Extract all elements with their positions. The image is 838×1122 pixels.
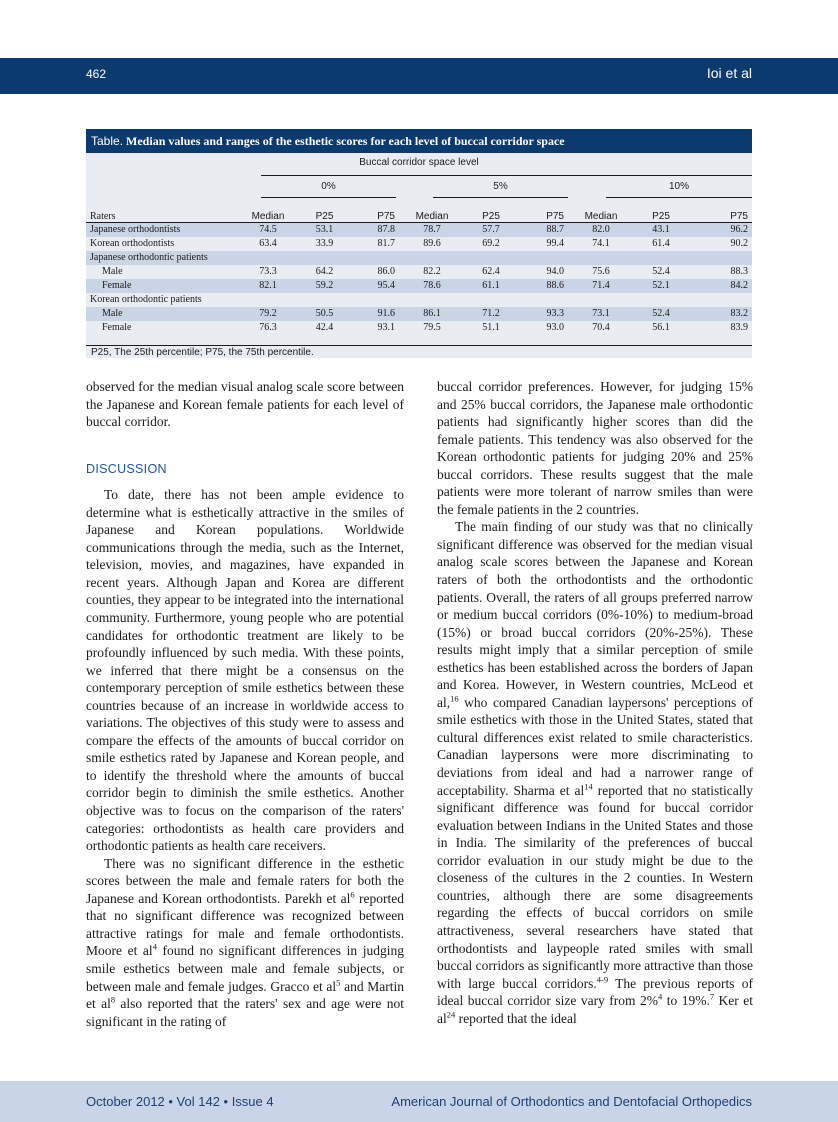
cell: 57.7: [463, 223, 519, 238]
column-header-row: [86, 205, 752, 223]
page-footer: [0, 1081, 838, 1122]
cell: 93.1: [377, 322, 395, 333]
text-run: found no significant differences in judging smile esthetics between male and female subjects, or between male and female judges. Gracco et al: [86, 943, 404, 994]
table-row: [86, 279, 752, 293]
cell: 88.7: [519, 223, 570, 238]
cell: 73.1: [570, 307, 632, 321]
page-number: 462: [86, 67, 107, 81]
cell: 93.0: [546, 322, 564, 333]
cell: 59.2: [298, 279, 351, 293]
reference-7: 7: [709, 991, 715, 1002]
cell: 78.7: [401, 223, 463, 238]
row-label: Female: [86, 279, 238, 293]
col-p75-5: P75: [519, 205, 570, 223]
group-rule: [261, 175, 752, 176]
group-label: Korean orthodontic patients: [90, 294, 202, 305]
col-p25-10: P25: [632, 205, 690, 223]
cell: 82.2: [423, 266, 441, 277]
cell: 43.1: [632, 223, 690, 238]
section-heading-discussion: DISCUSSION: [86, 461, 167, 476]
table-row: [86, 223, 752, 238]
left-column: [86, 378, 404, 1030]
row-label: Korean orthodontists: [90, 238, 175, 249]
reference-16: 16: [450, 693, 459, 704]
reference-14: 14: [584, 781, 593, 792]
text-run: reported that no statistically significant difference was found for buccal corridor evaluation between Indians in the United States and those in India. The similarity of the preferences of buccal corridor evaluation in our study might be due to the closeness of the cultures in the 2 counties. In Western countries, although there are some disagreements regarding the effects of buccal corridors on smile attractiveness, several researchers have stated that orthodontists and laypeople rated smiles with small buccal corridors as significantly more attractive than those with large buccal corridors.: [437, 782, 754, 991]
text-run: reported that no significant difference was recognized between attractive ratings for male and female orthodontists. Moore et al: [86, 890, 404, 959]
row-label: Female: [102, 322, 132, 333]
paragraph-discussion-1: To date, there has not been ample evidence to determine what is esthetically attractive in the smiles of Japanese and Korean populations. Worldwide communications through the media, such as the Internet, television, movies, and magazines, have expanded in recent years. Although Japan and Korea are different counties, they appear to be integrated into the international community. Furthermore, young people who are potential candidates for orthodontic treatment are likely to be profoundly influenced by such media. With these points, we inferred that there might be a consensus on the contemporary perception of smile esthetics between these countries because of an increase in worldwide access to variations. The objectives of this study were to assess and compare the effects of the amounts of buccal corridor on smile esthetics rated by Japanese and Korean people, and to identify the threshold where the amounts of buccal corridor begin to diminish the smile esthetics. Another objective was to focus on the comparison of the raters' categories: orthodontists as health care providers and orthodontic patients as health care receivers.: [86, 487, 404, 854]
cell: 86.0: [377, 266, 395, 277]
cell: 89.6: [423, 238, 441, 249]
reference-6: 6: [350, 889, 355, 900]
cell: 94.0: [546, 266, 564, 277]
cell: 79.5: [423, 322, 441, 333]
cell: 78.6: [401, 279, 463, 293]
cell: 52.1: [632, 279, 690, 293]
running-header: [0, 58, 838, 94]
text-run: The main finding of our study was that no clinically significant difference was observed for the median visual analog scale scores between the Japanese and Korean raters of both the orthodontists and the orthodontic patients. Overall, the raters of all groups preferred narrow or medium buccal corridors (0%-10%) to medium-broad (15%) or broad buccal corridors (20%-25%). These results might imply that a similar perception of smile esthetics has been established across the borders of Japan and Korea. However, in Western countries, McLeod et al,: [437, 519, 753, 710]
row-label: Male: [86, 307, 238, 321]
cell: 63.4: [259, 238, 277, 249]
reference-24: 24: [446, 1009, 456, 1020]
col-median-0: Median: [238, 205, 298, 223]
paragraph-discussion-2: [86, 855, 404, 1030]
cell: 83.2: [690, 307, 752, 321]
table-row: [86, 307, 752, 321]
level-0: 0%: [321, 181, 336, 192]
cell: 88.3: [730, 266, 748, 277]
group-label: Japanese orthodontic patients: [86, 251, 752, 265]
cell: 71.4: [570, 279, 632, 293]
table-caption: [86, 129, 752, 153]
cell: 53.1: [298, 223, 351, 238]
cell: 52.4: [652, 266, 670, 277]
journal-name: American Journal of Orthodontics and Dentofacial Orthopedics: [391, 1094, 752, 1109]
cell: 81.7: [377, 238, 395, 249]
cell: 61.4: [652, 238, 670, 249]
cell: 86.1: [401, 307, 463, 321]
cell: 64.2: [315, 266, 334, 277]
text-run: who compared Canadian laypersons' perceptions of smile esthetics with those in the United States, stated that cultural differences exist related to smile characteristics. Canadian laypersons were more discriminating to deviations from ideal and had a narrower range of acceptability. Sharma et al: [437, 694, 753, 798]
table-label: Table.: [91, 134, 124, 148]
cell: 79.2: [238, 307, 298, 321]
level-5: 5%: [493, 181, 508, 192]
cell: 50.5: [298, 307, 351, 321]
level-rule-0: [261, 197, 396, 198]
level-rule-10: [606, 197, 752, 198]
running-authors: Ioi et al: [706, 65, 752, 81]
cell: 95.4: [351, 279, 401, 293]
row-label: Japanese orthodontists: [86, 223, 238, 238]
cell: 82.1: [238, 279, 298, 293]
cell: 84.2: [690, 279, 752, 293]
paragraph-main-finding: [437, 518, 753, 1027]
cell: 74.5: [238, 223, 298, 238]
cell: 71.2: [463, 307, 519, 321]
cell: 74.1: [592, 238, 610, 249]
col-median-5: Median: [401, 205, 463, 223]
results-table: [86, 129, 752, 358]
reference-8: 8: [110, 994, 116, 1005]
cell: 75.6: [592, 266, 610, 277]
col-p75-0: P75: [351, 205, 401, 223]
table-row: [86, 321, 752, 335]
score-table: [86, 205, 752, 335]
table-footnote: P25, The 25th percentile; P75, the 75th percentile.: [86, 345, 752, 358]
level-10: 10%: [668, 181, 689, 192]
table-group-row: [86, 293, 752, 307]
cell: 73.3: [259, 266, 277, 277]
cell: 96.2: [690, 223, 752, 238]
cell: 88.6: [519, 279, 570, 293]
text-run: reported that the ideal: [455, 1010, 577, 1026]
cell: 33.9: [315, 238, 334, 249]
issue-info: October 2012 • Vol 142 • Issue 4: [86, 1094, 274, 1109]
cell: 61.1: [463, 279, 519, 293]
cell: 91.6: [351, 307, 401, 321]
paragraph-continued-right: buccal corridor preferences. However, for judging 15% and 25% buccal corridors, the Japanese male orthodontic patients had significantly higher scores than did the female patients. This tendency was also observed for the Korean orthodontic patients for judging 20% and 25% buccal corridors. These results suggest that the male patients were more tolerant of narrow smiles than were the female patients in the 2 countries.: [437, 379, 753, 517]
reference-4-9: 4-9: [596, 974, 609, 985]
cell: 42.4: [315, 322, 334, 333]
cell: 87.8: [351, 223, 401, 238]
text-run: Ker et al: [437, 993, 754, 1026]
cell: 83.9: [730, 322, 748, 333]
text-run: also reported that the raters' sex and age were not significant in the rating of: [86, 996, 404, 1029]
col-p25-5: P25: [463, 205, 519, 223]
cell: 99.4: [546, 238, 564, 249]
cell: 70.4: [592, 322, 610, 333]
cell: 93.3: [519, 307, 570, 321]
reference-5: 5: [336, 977, 341, 987]
level-rule-5: [433, 197, 568, 198]
reference-4b: 4: [658, 991, 663, 1002]
text-run: The previous reports of ideal buccal corridor size vary from 2%: [437, 975, 753, 1009]
right-column: [437, 378, 753, 1027]
reference-4: 4: [152, 941, 157, 952]
table-row: [86, 265, 752, 279]
cell: 62.4: [482, 266, 500, 277]
group-header: Buccal corridor space level: [359, 157, 479, 168]
cell: 90.2: [730, 238, 748, 249]
row-label: Male: [102, 266, 123, 277]
text-run: to 19%.: [662, 993, 710, 1009]
cell: 52.4: [632, 307, 690, 321]
text-run: There was no significant difference in the esthetic scores between the male and female raters for both the Japanese and Korean orthodontists. Parekh et al: [86, 855, 404, 906]
col-median-10: Median: [570, 205, 632, 223]
col-p75-10: P75: [690, 205, 752, 223]
table-title: Median values and ranges of the esthetic scores for each level of buccal corridor space: [126, 134, 565, 148]
col-p25-0: P25: [298, 205, 351, 223]
table-group-row: [86, 251, 752, 265]
text-run: and Martin et al: [86, 978, 404, 1012]
cell: 76.3: [259, 322, 277, 333]
paragraph-continued: observed for the median visual analog scale score between the Japanese and Korean female patients for each level of buccal corridor.: [86, 379, 404, 430]
table-row: [86, 237, 752, 251]
cell: 69.2: [482, 238, 500, 249]
cell: 56.1: [652, 322, 670, 333]
raters-header: Raters: [86, 205, 238, 223]
cell: 51.1: [482, 322, 500, 333]
cell: 82.0: [570, 223, 632, 238]
